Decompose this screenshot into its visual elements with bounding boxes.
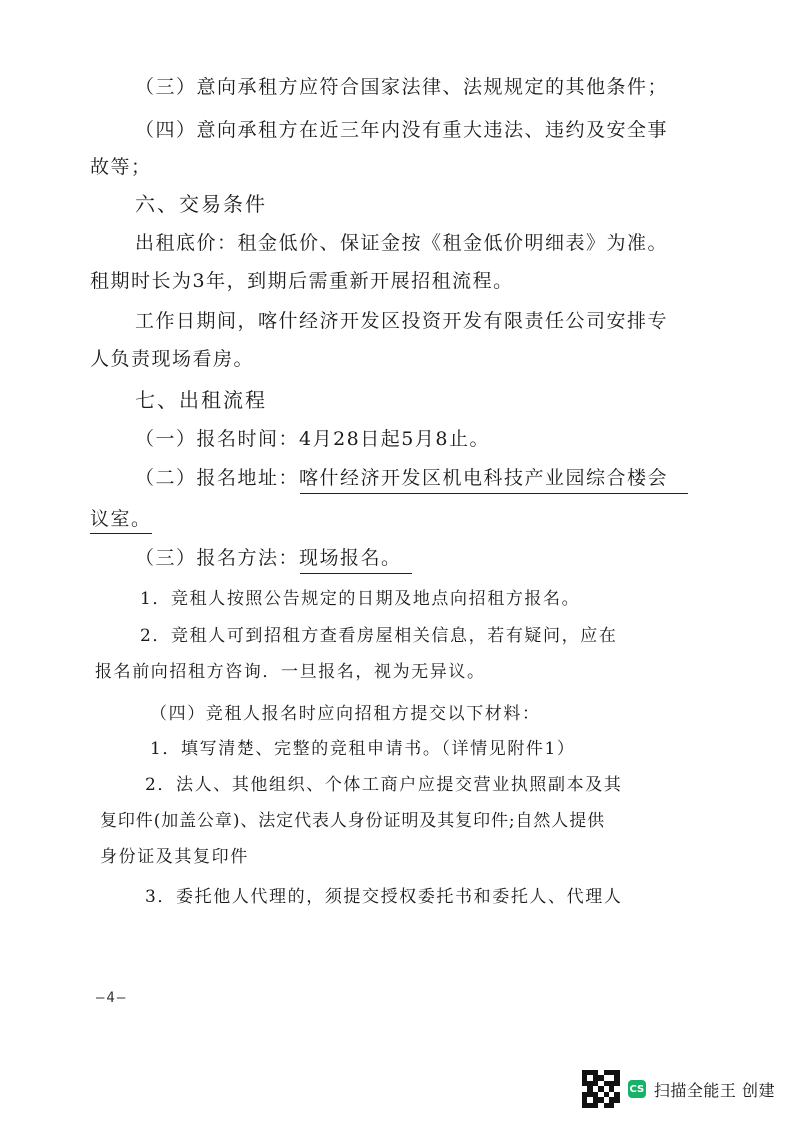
underline-address-1 bbox=[300, 493, 688, 494]
doc-line-5: 出租底价：租金低价、保证金按《租金低价明细表》为准。 bbox=[135, 232, 669, 254]
doc-line-19: 2．法人、其他组织、个体工商户应提交营业执照副本及其 bbox=[145, 775, 623, 795]
doc-line-1: （三）意向承租方应符合国家法律、法规规定的其他条件； bbox=[135, 76, 669, 98]
section-heading-7: 七、出租流程 bbox=[135, 388, 267, 412]
underline-method bbox=[300, 573, 412, 574]
doc-line-12: 议室。 bbox=[90, 508, 152, 530]
doc-line-13: （三）报名方法：现场报名。 bbox=[135, 547, 402, 569]
underline-address-2 bbox=[90, 533, 152, 534]
doc-line-18: 1．填写清楚、完整的竞租申请书。（详情见附件1） bbox=[150, 739, 576, 759]
page-number: —4— bbox=[96, 990, 128, 1006]
doc-line-3: 故等； bbox=[90, 156, 152, 178]
camscanner-logo-icon: CS bbox=[628, 1080, 646, 1098]
doc-line-16: 报名前向招租方咨询．一旦报名，视为无异议。 bbox=[95, 662, 486, 682]
doc-line-20: 复印件(加盖公章)、法定代表人身份证明及其复印件;自然人提供 bbox=[100, 811, 605, 831]
qr-code-icon bbox=[582, 1070, 620, 1108]
scanner-brand-text: 扫描全能王 创建 bbox=[653, 1080, 775, 1100]
doc-line-7: 工作日期间，喀什经济开发区投资开发有限责任公司安排专 bbox=[135, 310, 669, 332]
doc-line-8: 人负责现场看房。 bbox=[90, 348, 255, 370]
doc-line-14: 1．竞租人按照公告规定的日期及地点向招租方报名。 bbox=[140, 589, 581, 609]
doc-line-6: 租期时长为3年，到期后需重新开展招租流程。 bbox=[90, 270, 514, 292]
doc-line-22: 3．委托他人代理的，须提交授权委托书和委托人、代理人 bbox=[145, 887, 623, 907]
section-heading-6: 六、交易条件 bbox=[135, 192, 267, 216]
doc-line-17: （四）竞租人报名时应向招租方提交以下材料： bbox=[150, 704, 541, 724]
doc-line-21: 身份证及其复印件 bbox=[100, 847, 249, 867]
doc-line-11: （二）报名地址：喀什经济开发区机电科技产业园综合楼会 bbox=[135, 467, 669, 489]
doc-line-2: （四）意向承租方在近三年内没有重大违法、违约及安全事 bbox=[135, 119, 669, 141]
doc-line-15: 2．竞租人可到招租方查看房屋相关信息，若有疑问，应在 bbox=[140, 626, 618, 646]
doc-line-10: （一）报名时间：4月28日起5月8止。 bbox=[135, 428, 490, 450]
scanner-watermark bbox=[582, 1070, 775, 1108]
